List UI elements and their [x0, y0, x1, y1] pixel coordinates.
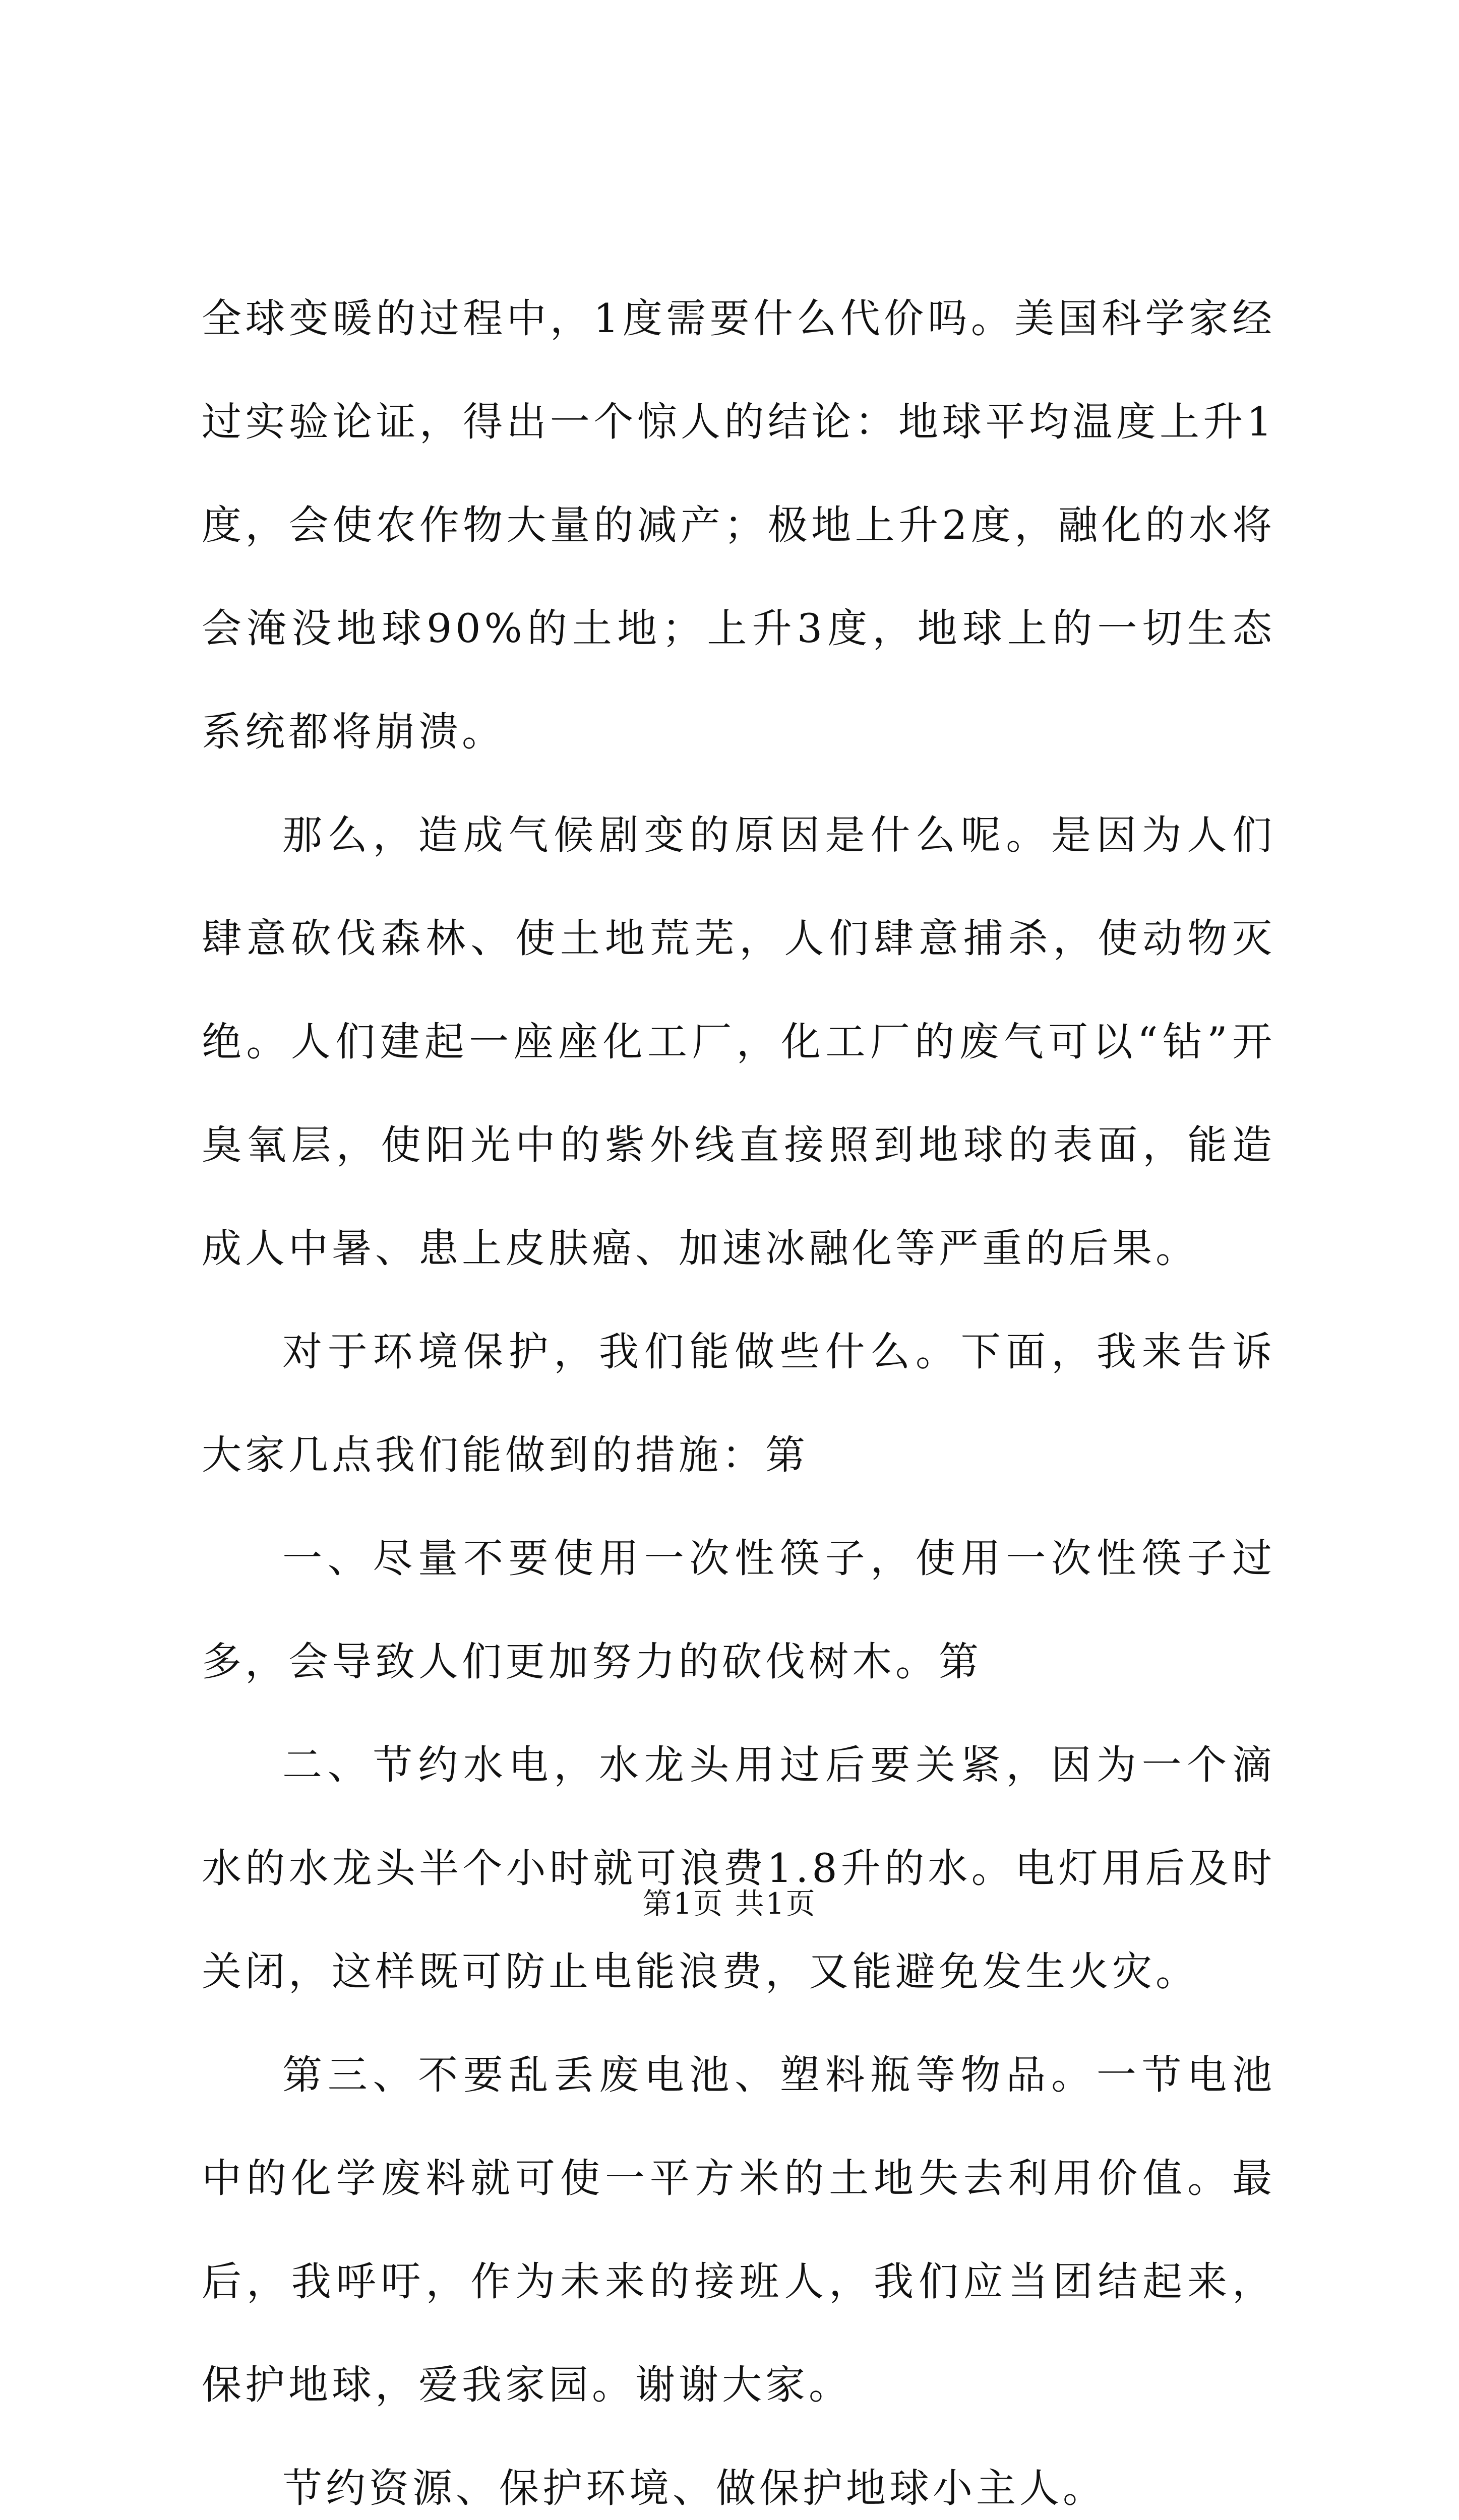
- paragraph-3: 对于环境保护，我们能做些什么。下面，我来告诉大家几点我们能做到的措施：第: [202, 1329, 1275, 1478]
- paragraph-2: 那么，造成气候剧变的原因是什么呢。是因为人们肆意砍伐森林、使土地荒芜，人们肆意捕杀，使动物灭绝。人们建起一座座化工厂，化工厂的废气可以“钻”开臭氧层，使阳光中的紫外线直接照到地球的表面，能造成人中暑、患上皮肤癌、加速冰融化等严重的后果。: [202, 812, 1275, 1272]
- paragraph-6: 第三、不要乱丢废电池、塑料瓶等物品。一节电池中的化学废料就可使一平方米的土地失去利用价值。最后，我呼吁，作为未来的接班人，我们应当团结起来，保护地球，爱我家园。谢谢大家。: [202, 2052, 1275, 2408]
- paragraph-1: 全球变暖的过程中，1度需要什么代价吗。美国科学家经过实验论证，得出一个惊人的结论：地球平均温度上升1度，会使农作物大量的减产；极地上升2度，融化的水将会淹没地球90%的土地；上升3度，地球上的一切生态系统都将崩溃。: [202, 295, 1275, 755]
- document-body: [202, 267, 1275, 2520]
- paragraph-5: 二、节约水电，水龙头用过后要关紧，因为一个滴水的水龙头半个小时就可浪费1.8升的水。电灯用后及时关闭，这样既可防止电能浪费，又能避免发生火灾。: [202, 1742, 1275, 1995]
- page-footer: 第1页 共1页: [642, 1886, 817, 1921]
- paragraph-7: 节约资源、保护环境、做保护地球小主人。: [282, 2465, 1106, 2511]
- paragraph-4: 一、尽量不要使用一次性筷子，使用一次性筷子过多，会导致人们更加努力的砍伐树木。第: [202, 1535, 1275, 1685]
